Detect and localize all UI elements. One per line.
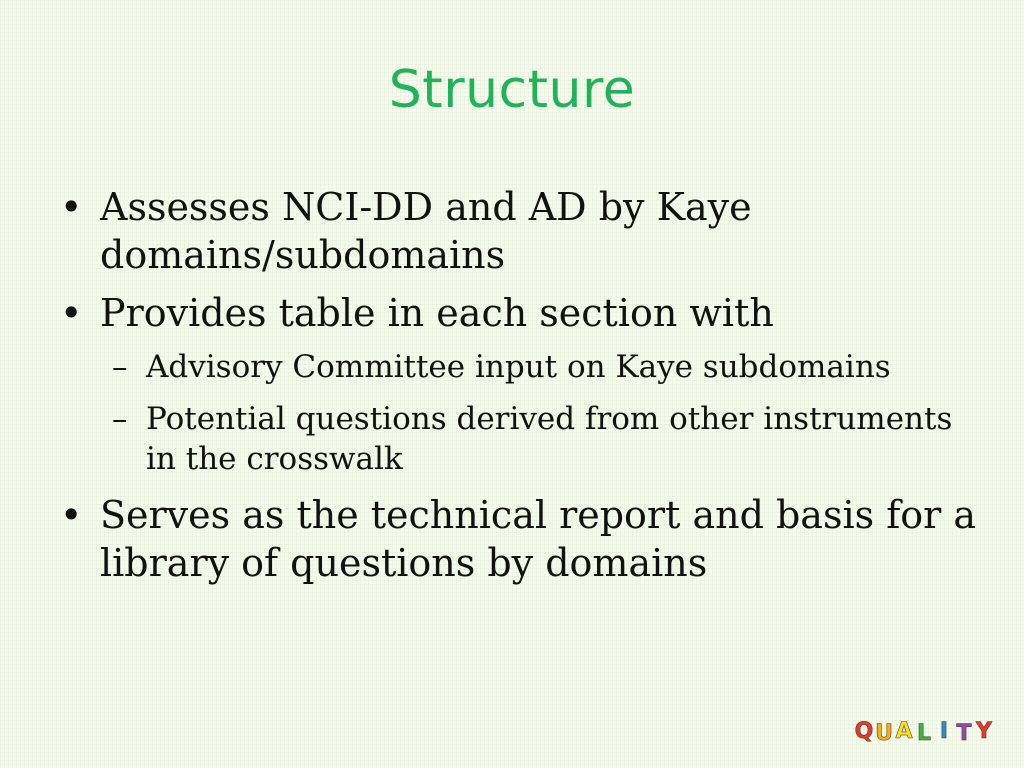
sub-bullet-text: Advisory Committee input on Kaye subdomains <box>146 349 891 385</box>
slide-title: Structure <box>388 60 636 120</box>
dash-marker: – <box>112 401 128 437</box>
bullet-text: Provides table in each section with <box>100 291 774 335</box>
sub-bullet-item <box>58 399 978 479</box>
bullet-marker: • <box>60 185 83 229</box>
bullet-item <box>58 289 978 337</box>
logo-letter: I <box>939 719 949 744</box>
logo-letters <box>855 719 993 746</box>
quality-logo <box>854 716 994 746</box>
logo-letter: Y <box>976 719 992 744</box>
logo-letter: A <box>895 719 913 744</box>
logo-letter: T <box>956 721 972 746</box>
bullet-item <box>58 183 978 279</box>
sub-bullet-item <box>58 347 978 387</box>
bullet-marker: • <box>60 291 83 335</box>
bullet-marker: • <box>60 493 83 537</box>
bullet-text: Serves as the technical report and basis for a library of questions by domains <box>100 493 977 585</box>
logo-letter: Q <box>854 719 874 744</box>
bullet-list <box>58 183 978 597</box>
logo-letter: U <box>875 721 893 746</box>
dash-marker: – <box>112 349 128 385</box>
sub-bullet-text: Potential questions derived from other instruments in the crosswalk <box>146 401 953 477</box>
bullet-text: Assesses NCI-DD and AD by Kaye domains/subdomains <box>100 185 752 277</box>
bullet-item <box>58 491 978 587</box>
logo-letter: L <box>916 721 932 746</box>
